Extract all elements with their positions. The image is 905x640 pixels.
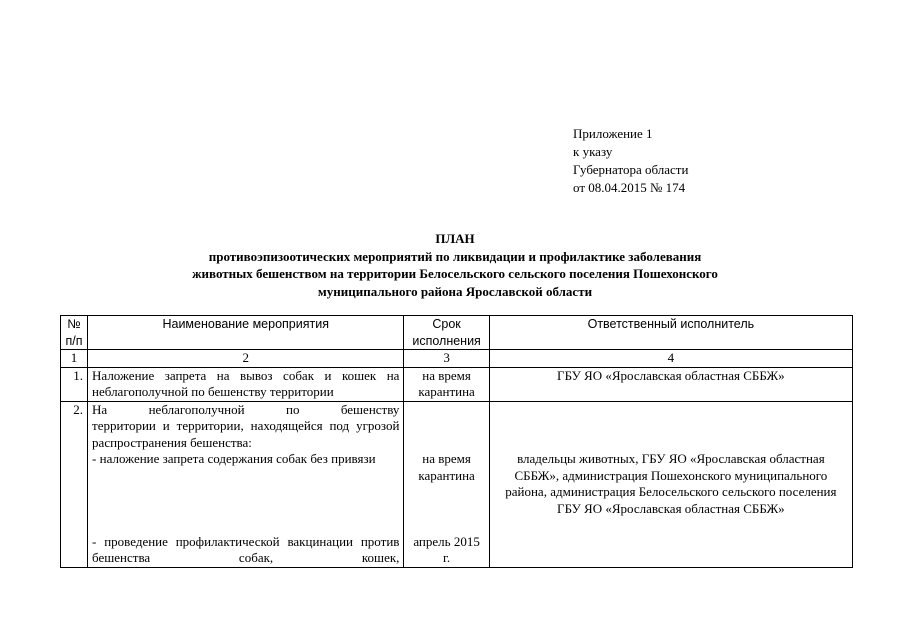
header-term: Срок исполнения xyxy=(404,316,489,350)
row-executor: ГБУ ЯО «Ярославская областная СББЖ» xyxy=(489,367,852,401)
row-name: Наложение запрета на вывоз собак и кошек на неблагополучной по бешенству территории xyxy=(88,367,404,401)
title-line-2: животных бешенством на территории Белосельского сельского поселения Пошехонского xyxy=(192,266,718,281)
header-name: Наименование мероприятия xyxy=(88,316,404,350)
subitem-1-term: на время карантина xyxy=(418,451,475,483)
header-num: № п/п xyxy=(61,316,88,350)
title-line-3: муниципального района Ярославской области xyxy=(317,283,593,299)
subitem-2-executor: ГБУ ЯО «Ярославская областная СББЖ» xyxy=(557,500,785,516)
title-heading: ПЛАН xyxy=(435,231,475,246)
header-executor: Ответственный исполнитель xyxy=(489,316,852,350)
title-line-1: противоэпизоотических мероприятий по ликвидации и профилактике заболевания xyxy=(208,248,702,264)
table-row xyxy=(61,367,853,401)
subitem-1-executor: владельцы животных, ГБУ ЯО «Ярославская областная СББЖ», администрация Пошехонского муниципального района, администрация Белосельского сельского поселения xyxy=(505,451,837,499)
subitem-2-term: апрель 2015 г. xyxy=(413,533,480,565)
row-name xyxy=(88,401,404,567)
column-number-row xyxy=(61,350,853,368)
row-intro-line-2: территории и территории, находящейся под угрозой распространения бешенства: xyxy=(92,418,400,450)
row-num: 2. xyxy=(61,401,88,567)
column-number: 4 xyxy=(489,350,852,368)
table-row xyxy=(61,401,853,567)
appendix-line-2: к указу xyxy=(573,144,613,159)
column-number: 3 xyxy=(404,350,489,368)
column-number: 2 xyxy=(88,350,404,368)
subitem-1-name: - наложение запрета содержания собак без привязи xyxy=(92,451,376,466)
document-title xyxy=(60,230,850,300)
plan-table xyxy=(60,315,853,568)
appendix-line-4: от 08.04.2015 № 174 xyxy=(573,180,686,195)
row-executor xyxy=(489,401,852,567)
appendix-note xyxy=(573,125,688,197)
row-term xyxy=(404,401,489,567)
appendix-line-3: Губернатора области xyxy=(573,162,689,177)
table-header-row xyxy=(61,316,853,350)
row-intro-line-1: На неблагополучной по бешенству xyxy=(92,401,400,417)
row-num: 1. xyxy=(61,367,88,401)
appendix-line-1: Приложение 1 xyxy=(573,126,653,141)
subitem-2-name: - проведение профилактической вакцинации против бешенства собак, кошек, xyxy=(92,533,400,565)
column-number: 1 xyxy=(61,350,88,368)
row-term: на время карантина xyxy=(404,367,489,401)
